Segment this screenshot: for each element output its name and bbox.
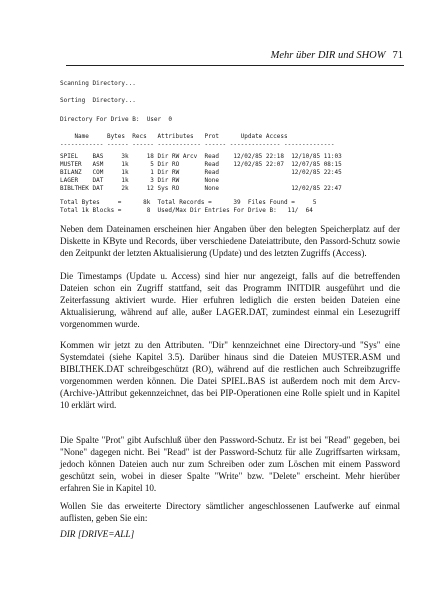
running-header-title: Mehr über DIR und SHOW <box>270 50 386 61</box>
paragraph-attributes: Kommen wir jetzt zu den Attributen. "Dir" kennzeichnet eine Directory-und "Sys" eine Systemdatei (siehe Kapitel 3.5). Darüber hinaus sind die Dateien MUSTER.ASM und BIBLTHEK.DAT schreibgeschützt (RO), während auf die restlichen auch Schreibzugriffe vorgenommen werden können. Die Datei SPIEL.BAS ist außerdem noch mit dem Arcv-(Archive-)Attribut gekennzeichnet, das bei PIP-Operationen eine Rolle spielt und in Kapitel 10 erklärt wird. <box>60 340 400 411</box>
screen-line-sorting: Sorting Directory... <box>60 97 136 104</box>
directory-table-row: SPIEL BAS 3k 18 Dir RW Arcv Read 12/02/85 22:18 12/10/85 11:03 <box>60 153 342 160</box>
directory-table-header: Name Bytes Recs Attributes Prot Update Access <box>60 133 288 140</box>
directory-table-row: MUSTER ASM 1k 5 Dir RO Read 12/02/85 22:07 12/07/85 08:15 <box>60 161 342 168</box>
directory-table-row: BILANZ COM 1k 1 Dir RW Read 12/02/85 22:45 <box>60 169 342 176</box>
screen-line-scanning: Scanning Directory... <box>60 80 136 87</box>
directory-table-row: LAGER DAT 1k 3 Dir RW None <box>60 177 219 184</box>
header-rule <box>66 65 404 66</box>
running-header <box>271 50 403 61</box>
command-example: DIR [DRIVE=ALL] <box>60 530 135 540</box>
paragraph-extended-directory: Wollen Sie das erweiterte Directory sämtlicher angeschlossenen Laufwerke auf einmal auflisten, geben Sie ein: <box>60 501 400 524</box>
page-number: 71 <box>392 50 403 61</box>
total-bytes-line: Total Bytes = 8k Total Records = 39 Files Found = 5 <box>60 199 317 206</box>
directory-table-rule: ------------ ------ ------ ------------ ------ -------------- -------------- <box>60 141 335 148</box>
total-blocks-line: Total 1k Blocks = 8 Used/Max Dir Entries For Drive B: 11/ 64 <box>60 207 313 214</box>
paragraph-prot-column: Die Spalte "Prot" gibt Aufschluß über den Password-Schutz. Er ist bei "Read" gegeben, bei "None" dagegen nicht. Bei "Read" ist der Password-Schutz für alle Zugriffsarten wirksam, jedoch können Dateien auch nur zum Schreiben oder zum Löschen mit einem Password geschützt sein, wobei in dieser Spalte "Write" bzw. "Delete" erscheint. Mehr hierüber erfahren Sie in Kapitel 10. <box>60 435 400 494</box>
paragraph-filename-info: Neben dem Dateinamen erscheinen hier Angaben über den belegten Speicherplatz auf der Diskette in KByte und Records, über verschiedene Dateiattribute, den Passord-Schutz sowie den Zeitpunkt der letzten Aktualisierung (Update) und des letzten Zugriffs (Access). <box>60 224 400 259</box>
paragraph-timestamps: Die Timestamps (Update u. Access) sind hier nur angezeigt, falls auf die betreffenden Dateien schon ein Zugriff stattfand, seit das Programm INITDIR ausgeführt und die Zeiterfassung aktiviert wurde. Hier erfuhren lediglich die ersten beiden Dateien eine Aktualisierung, während auf alle, außer LAGER.DAT, zumindest einmal ein Lesezugriff vorgenommen wurde. <box>60 271 400 330</box>
directory-table-row: BIBLTHEK DAT 2k 12 Sys RO None 12/02/85 22:47 <box>60 185 342 192</box>
screen-line-directory-for-drive: Directory For Drive B: User 0 <box>60 116 172 123</box>
